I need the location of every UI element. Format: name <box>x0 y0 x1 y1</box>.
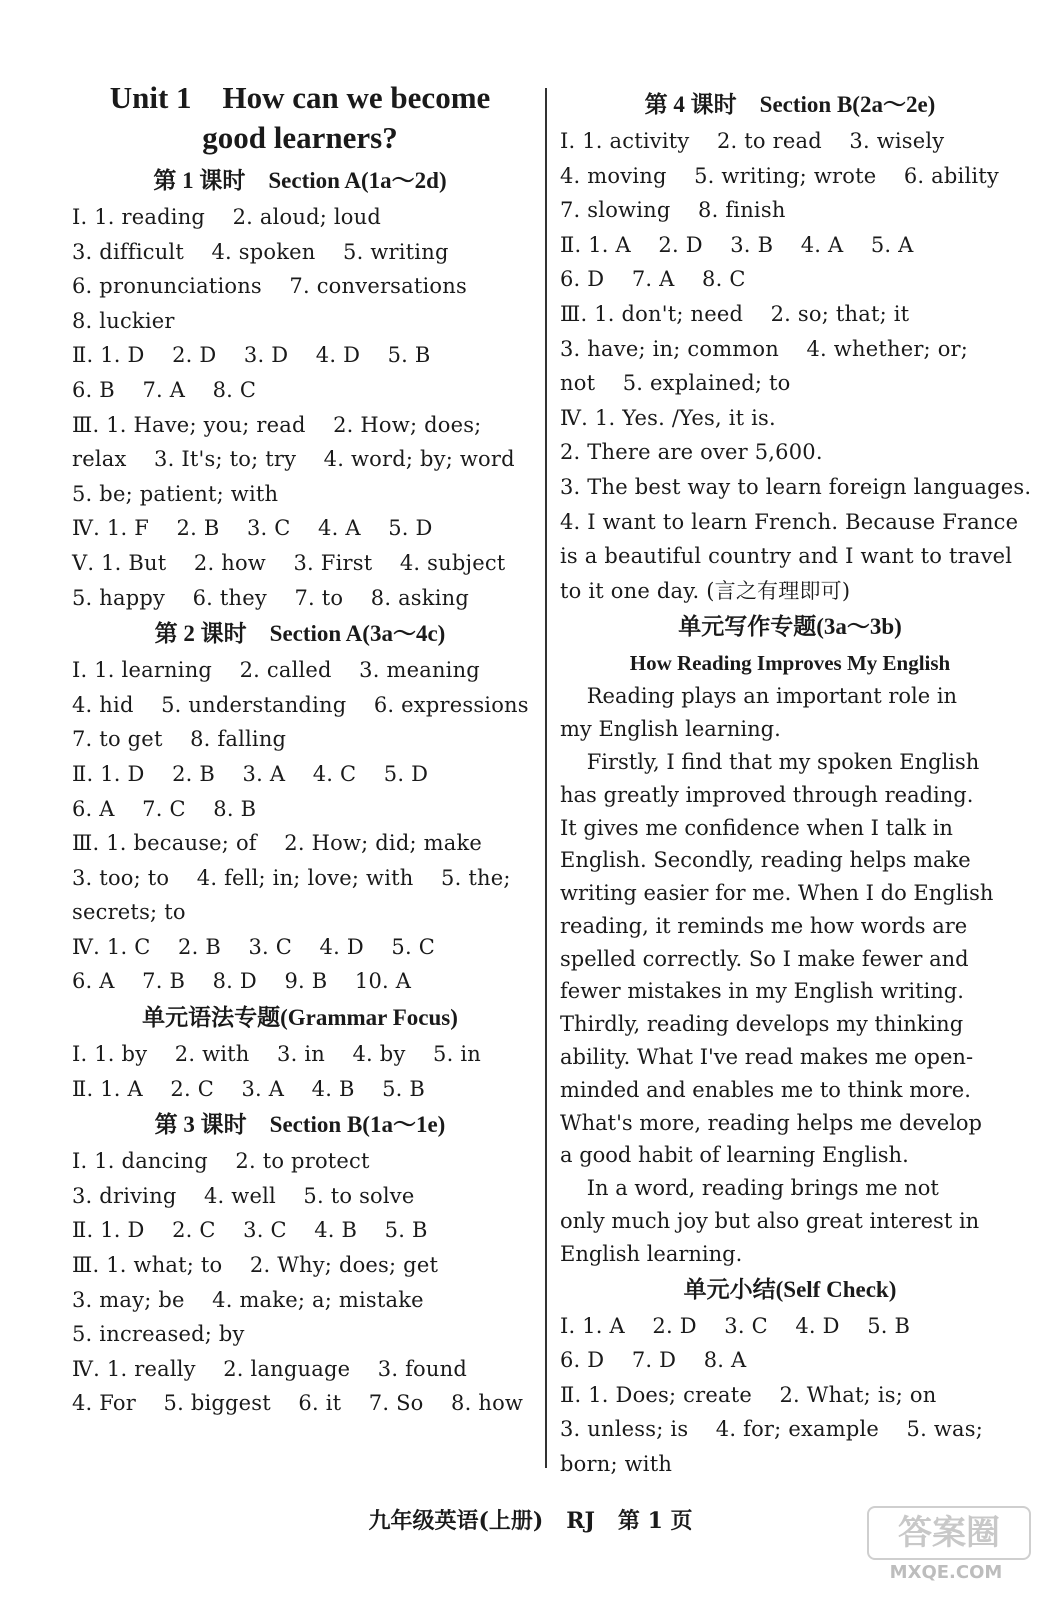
answer-line: 6. D 7. D 8. A <box>560 1348 747 1373</box>
answer-line: 7. to get 8. falling <box>72 727 287 752</box>
section-title-lesson-4: 第 4 课时 Section B(2a～2e) <box>644 92 936 117</box>
answer-line: Ⅰ. 1. dancing 2. to protect <box>72 1149 370 1174</box>
essay-line: reading, it reminds me how words are <box>560 913 968 938</box>
unit-title-line-2: good learners? <box>202 120 398 155</box>
answer-line: Ⅱ. 1. D 2. D 3. D 4. D 5. B <box>72 343 431 368</box>
essay-line: What's more, reading helps me develop <box>560 1110 982 1135</box>
answer-line: not 5. explained; to <box>560 371 791 396</box>
answer-line: 5. be; patient; with <box>72 481 279 506</box>
answer-line: 4. I want to learn French. Because France <box>560 509 1019 534</box>
column-divider <box>545 88 547 1468</box>
section-title-lesson-2: 第 2 课时 Section A(3a～4c) <box>154 621 446 647</box>
essay-line: English learning. <box>560 1241 743 1266</box>
answer-line: Ⅰ. 1. A 2. D 3. C 4. D 5. B <box>560 1313 911 1338</box>
answer-line: 8. luckier <box>72 308 175 333</box>
essay-line: English. Secondly, reading helps make <box>560 848 971 873</box>
answer-line: 3. unless; is 4. for; example 5. was; <box>560 1417 983 1442</box>
answer-line: to it one day. (言之有理即可) <box>560 578 851 603</box>
answer-line: 2. There are over 5,600. <box>560 440 823 465</box>
answer-line: secrets; to <box>72 900 186 925</box>
section-title-self-check: 单元小结(Self Check) <box>683 1276 897 1302</box>
self-check-answers <box>560 1309 1020 1482</box>
answer-line: 7. slowing 8. finish <box>560 198 786 223</box>
answer-line: Ⅲ. 1. because; of 2. How; did; make <box>72 831 482 856</box>
answer-line: Ⅳ. 1. C 2. B 3. C 4. D 5. C <box>72 934 435 959</box>
essay-line: spelled correctly. So I make fewer and <box>560 946 969 971</box>
answer-line: 3. may; be 4. make; a; mistake <box>72 1287 424 1312</box>
lesson-4-answers <box>560 124 1032 608</box>
essay-line: Thirdly, reading develops my thinking <box>560 1012 964 1037</box>
essay-line: only much joy but also great interest in <box>560 1209 980 1234</box>
answer-line: Ⅴ. 1. But 2. how 3. First 4. subject <box>72 550 506 575</box>
answer-line: 6. D 7. A 8. C <box>560 267 746 292</box>
watermark-logo <box>861 1506 1031 1591</box>
essay-line: Reading plays an important role in <box>560 684 958 709</box>
right-column <box>560 88 1032 1482</box>
answer-line: Ⅱ. 1. Does; create 2. What; is; on <box>560 1382 937 1407</box>
section-title-writing: 单元写作专题(3a～3b) <box>678 614 902 640</box>
answer-line: 6. A 7. B 8. D 9. B 10. A <box>72 969 412 994</box>
essay-line: ability. What I've read makes me open- <box>560 1045 974 1070</box>
answer-line: Ⅱ. 1. A 2. C 3. A 4. B 5. B <box>72 1076 426 1101</box>
essay-line: my English learning. <box>560 717 781 742</box>
answer-line: 6. B 7. A 8. C <box>72 377 257 402</box>
grammar-focus-answers <box>72 1037 528 1106</box>
unit-title-line-1: Unit 1 How can we become <box>109 80 491 115</box>
answer-line: 4. moving 5. writing; wrote 6. ability <box>560 163 999 188</box>
watermark-url: MXQE.COM <box>889 1562 1003 1583</box>
essay-line: a good habit of learning English. <box>560 1143 909 1168</box>
section-title-grammar-focus: 单元语法专题(Grammar Focus) <box>142 1005 458 1031</box>
essay-line: Firstly, I find that my spoken English <box>560 749 980 774</box>
section-title-lesson-3: 第 3 课时 Section B(1a～1e) <box>154 1112 446 1138</box>
answer-line: 3. difficult 4. spoken 5. writing <box>72 239 449 264</box>
essay-line: writing easier for me. When I do English <box>560 881 994 906</box>
answer-line: Ⅲ. 1. Have; you; read 2. How; does; <box>72 412 482 437</box>
essay-body <box>560 680 1020 1270</box>
essay-line: minded and enables me to think more. <box>560 1077 971 1102</box>
watermark-logo-text: 答案圈 <box>867 1506 1031 1560</box>
answer-line: 3. too; to 4. fell; in; love; with 5. the; <box>72 865 511 890</box>
answer-line: 3. have; in; common 4. whether; or; <box>560 336 969 361</box>
answer-line: Ⅱ. 1. D 2. B 3. A 4. C 5. D <box>72 761 429 786</box>
answer-line: Ⅱ. 1. A 2. D 3. B 4. A 5. A <box>560 232 914 257</box>
answer-line: relax 3. It's; to; try 4. word; by; word <box>72 447 515 472</box>
essay-line: It gives me confidence when I talk in <box>560 815 953 840</box>
unit-title <box>72 78 528 158</box>
answer-line: 5. increased; by <box>72 1322 245 1347</box>
lesson-3-answers <box>72 1144 528 1421</box>
essay-line: has greatly improved through reading. <box>560 782 974 807</box>
answer-line: Ⅳ. 1. F 2. B 3. C 4. A 5. D <box>72 516 433 541</box>
page-footer: 九年级英语(上册) RJ 第 1 页 <box>368 1508 693 1534</box>
answer-line: 4. hid 5. understanding 6. expressions <box>72 692 529 717</box>
answer-line: 3. driving 4. well 5. to solve <box>72 1183 415 1208</box>
answer-line: 6. A 7. C 8. B <box>72 796 257 821</box>
answer-line: Ⅰ. 1. activity 2. to read 3. wisely <box>560 129 945 153</box>
lesson-1-answers <box>72 200 528 615</box>
answer-line: Ⅲ. 1. what; to 2. Why; does; get <box>72 1253 439 1278</box>
essay-line: In a word, reading brings me not <box>560 1176 939 1201</box>
answer-line: Ⅱ. 1. D 2. C 3. C 4. B 5. B <box>72 1218 428 1243</box>
section-title-lesson-1: 第 1 课时 Section A(1a～2d) <box>153 168 447 193</box>
essay-title: How Reading Improves My English <box>629 651 951 676</box>
left-column <box>72 78 528 1421</box>
answer-line: Ⅳ. 1. really 2. language 3. found <box>72 1356 467 1381</box>
answer-line: Ⅳ. 1. Yes. /Yes, it is. <box>560 405 776 430</box>
answer-line: Ⅰ. 1. reading 2. aloud; loud <box>72 205 382 229</box>
answer-line: Ⅰ. 1. learning 2. called 3. meaning <box>72 658 480 683</box>
answer-line: 5. happy 6. they 7. to 8. asking <box>72 585 469 610</box>
answer-line: Ⅲ. 1. don't; need 2. so; that; it <box>560 301 910 326</box>
answer-line: is a beautiful country and I want to travel <box>560 544 1013 569</box>
answer-line: 4. For 5. biggest 6. it 7. So 8. how <box>72 1391 524 1416</box>
answer-line: 3. The best way to learn foreign languages. <box>560 474 1032 499</box>
essay-line: fewer mistakes in my English writing. <box>560 979 964 1004</box>
answer-line: Ⅰ. 1. by 2. with 3. in 4. by 5. in <box>72 1042 481 1067</box>
answer-line: born; with <box>560 1452 673 1477</box>
answer-line: 6. pronunciations 7. conversations <box>72 274 467 299</box>
lesson-2-answers <box>72 653 528 999</box>
